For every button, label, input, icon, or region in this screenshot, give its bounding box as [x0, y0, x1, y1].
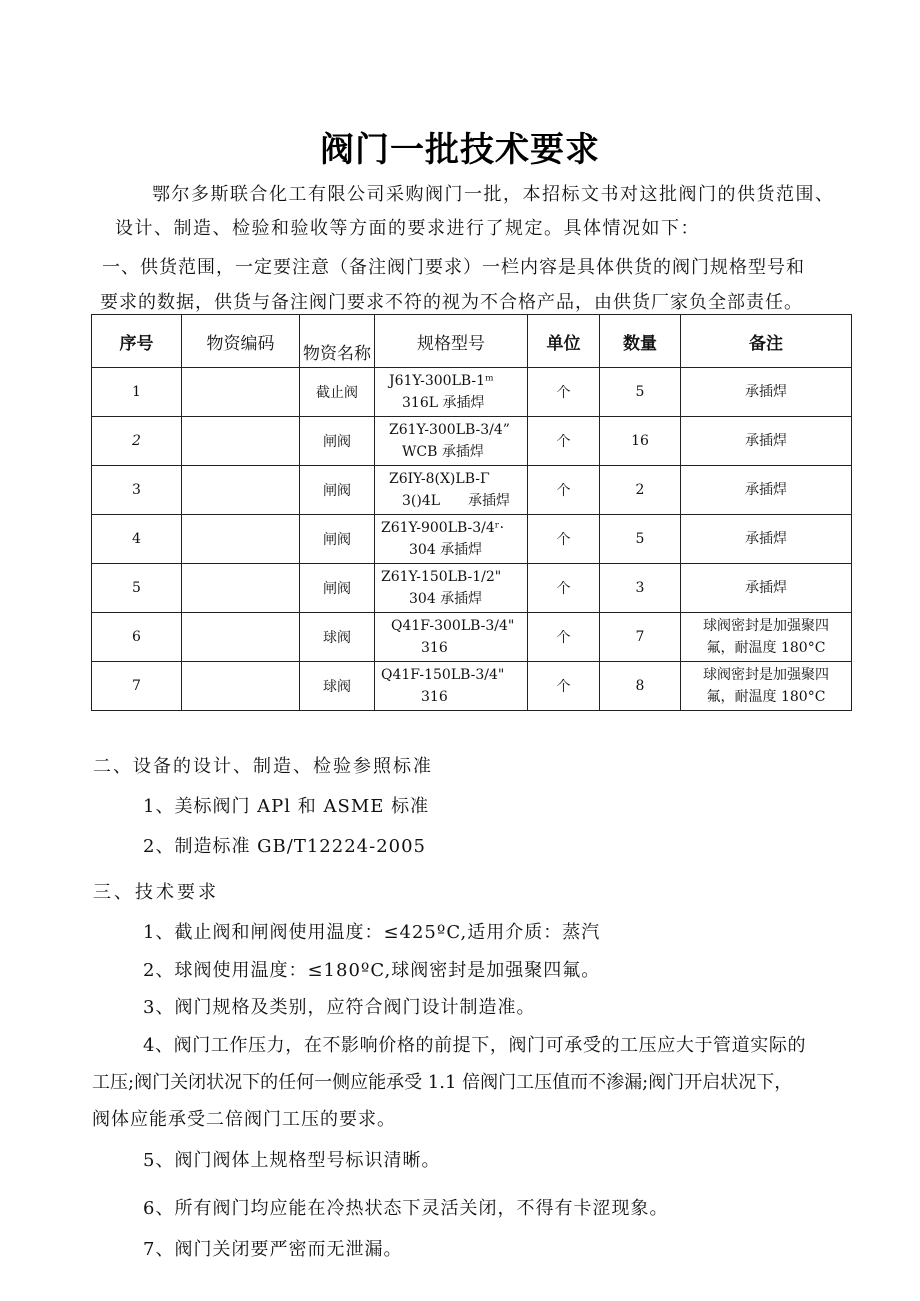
- section2-item-2: 2、制造标准 GB/T12224-2005: [143, 836, 427, 857]
- cell-remark: [681, 515, 852, 564]
- cell-unit: 个: [528, 564, 600, 613]
- cell-no: 2: [92, 417, 182, 466]
- cell-name: 球阀: [300, 613, 375, 662]
- cell-remark: [681, 662, 852, 711]
- section3-item-4-line-3: 阀体应能承受二倍阀门工压的要求。: [92, 1109, 396, 1130]
- spec-line-2: WCB 承插焊: [402, 444, 484, 460]
- cell-remark: [681, 466, 852, 515]
- cell-name: 球阀: [300, 662, 375, 711]
- cell-unit: 个: [528, 368, 600, 417]
- section3-item-2: 2、球阀使用温度：≤180ºC,球阀密封是加强聚四氟。: [143, 960, 601, 981]
- spec-line-1: Z61Y-300LB-3/4”: [389, 422, 510, 438]
- cell-qty: 7: [600, 613, 681, 662]
- header-code: 物资编码: [182, 315, 300, 368]
- cell-code: [182, 662, 300, 711]
- cell-remark: [681, 417, 852, 466]
- remark-line-1: 承插焊: [745, 384, 787, 400]
- cell-spec: [375, 564, 528, 613]
- cell-no: 6: [92, 613, 182, 662]
- remark-line-1: 球阀密封是加强聚四: [703, 667, 829, 683]
- spec-line-1: Q41F-150LB-3/4": [381, 667, 505, 683]
- spec-line-2: 316: [421, 640, 448, 656]
- section3-item-3: 3、阀门规格及类别，应符合阀门设计制造准。: [143, 997, 536, 1018]
- cell-qty: 16: [600, 417, 681, 466]
- table-row: [92, 466, 852, 515]
- remark-line-1: 承插焊: [745, 580, 787, 596]
- spec-line-2: 316: [421, 689, 448, 705]
- remark-line-1: 承插焊: [745, 531, 787, 547]
- cell-qty: 8: [600, 662, 681, 711]
- cell-unit: 个: [528, 417, 600, 466]
- cell-qty: 5: [600, 515, 681, 564]
- header-qty: 数量: [600, 315, 681, 368]
- spec-line-1: Z61Y-150LB-1/2": [381, 569, 502, 585]
- cell-unit: 个: [528, 515, 600, 564]
- cell-name: 闸阀: [300, 515, 375, 564]
- valve-spec-table: [91, 314, 852, 711]
- cell-no: 7: [92, 662, 182, 711]
- cell-no: 4: [92, 515, 182, 564]
- section3-item-5: 5、阀门阀体上规格型号标识清晰。: [143, 1150, 441, 1171]
- intro-line-3: 一、供货范围，一定要注意（备注阀门要求）一栏内容是具体供货的阀门规格型号和: [102, 257, 805, 278]
- spec-line-1: Z6IY-8(X)LB-Γ: [389, 471, 490, 487]
- cell-remark: [681, 564, 852, 613]
- table-row: [92, 662, 852, 711]
- cell-code: [182, 564, 300, 613]
- cell-spec: [375, 466, 528, 515]
- cell-qty: 5: [600, 368, 681, 417]
- section3-item-6: 6、所有阀门均应能在冷热状态下灵活关闭，不得有卡涩现象。: [143, 1198, 669, 1219]
- cell-qty: 2: [600, 466, 681, 515]
- cell-no: 5: [92, 564, 182, 613]
- cell-unit: 个: [528, 466, 600, 515]
- table-row: [92, 368, 852, 417]
- cell-no: 1: [92, 368, 182, 417]
- header-remark: 备注: [681, 315, 852, 368]
- remark-line-1: 球阀密封是加强聚四: [703, 618, 829, 634]
- cell-code: [182, 368, 300, 417]
- cell-spec: [375, 417, 528, 466]
- cell-code: [182, 466, 300, 515]
- remark-line-1: 承插焊: [745, 482, 787, 498]
- header-unit: 单位: [528, 315, 600, 368]
- section3-item-7: 7、阀门关闭要严密而无泄漏。: [143, 1239, 403, 1260]
- cell-unit: 个: [528, 613, 600, 662]
- remark-line-2: 氟，耐温度 180°C: [706, 689, 826, 705]
- spec-line-2: 304 承插焊: [409, 591, 483, 607]
- cell-qty: 3: [600, 564, 681, 613]
- cell-no: 3: [92, 466, 182, 515]
- header-spec: 规格型号: [375, 315, 528, 368]
- cell-spec: [375, 613, 528, 662]
- section3-heading: 三、技术要求: [93, 882, 219, 903]
- cell-code: [182, 515, 300, 564]
- cell-code: [182, 417, 300, 466]
- cell-spec: [375, 515, 528, 564]
- section3-item-1: 1、截止阀和闸阀使用温度：≤425ºC,适用介质：蒸汽: [143, 922, 601, 943]
- cell-name: 闸阀: [300, 564, 375, 613]
- remark-line-1: 承插焊: [745, 433, 787, 449]
- intro-line-4: 要求的数据，供货与备注阀门要求不符的视为不合格产品，由供货厂家负全部责任。: [100, 292, 803, 313]
- cell-name: 截止阀: [300, 368, 375, 417]
- spec-line-1: Q41F-300LB-3/4": [391, 618, 515, 634]
- table-row: [92, 613, 852, 662]
- table-header-row: [92, 315, 852, 368]
- spec-line-1: J61Y-300LB-1ᵐ: [389, 373, 494, 389]
- table-row: [92, 564, 852, 613]
- section3-item-4-line-2: 工压;阀门关闭状况下的任何一侧应能承受 1.1 倍阀门工压值而不渗漏;阀门开启状况下，: [92, 1072, 793, 1093]
- header-name: 物资名称: [300, 315, 375, 368]
- table-row: [92, 417, 852, 466]
- cell-spec: [375, 368, 528, 417]
- intro-line-1: 鄂尔多斯联合化工有限公司采购阀门一批，本招标文书对这批阀门的供货范围、: [152, 184, 835, 205]
- cell-name: 闸阀: [300, 466, 375, 515]
- section2-item-1: 1、美标阀门 APl 和 ASME 标准: [143, 796, 430, 817]
- cell-unit: 个: [528, 662, 600, 711]
- intro-line-2: 设计、制造、检验和验收等方面的要求进行了规定。具体情况如下：: [115, 218, 700, 239]
- cell-remark: [681, 368, 852, 417]
- section3-item-4-line-1: 4、阀门工作压力，在不影响价格的前提下，阀门可承受的工压应大于管道实际的: [143, 1035, 807, 1056]
- cell-remark: [681, 613, 852, 662]
- spec-line-2: 316L 承插焊: [402, 395, 485, 411]
- cell-spec: [375, 662, 528, 711]
- header-no: 序号: [92, 315, 182, 368]
- cell-code: [182, 613, 300, 662]
- spec-line-2: 3()4L 承插焊: [402, 493, 511, 509]
- spec-line-2: 304 承插焊: [409, 542, 483, 558]
- section2-heading: 二、设备的设计、制造、检验参照标准: [93, 756, 433, 777]
- remark-line-2: 氟，耐温度 180°C: [706, 640, 826, 656]
- spec-line-1: Z61Y-900LB-3/4ʳ·: [381, 520, 505, 536]
- table-row: [92, 515, 852, 564]
- cell-name: 闸阀: [300, 417, 375, 466]
- page-title: 阀门一批技术要求: [320, 130, 600, 170]
